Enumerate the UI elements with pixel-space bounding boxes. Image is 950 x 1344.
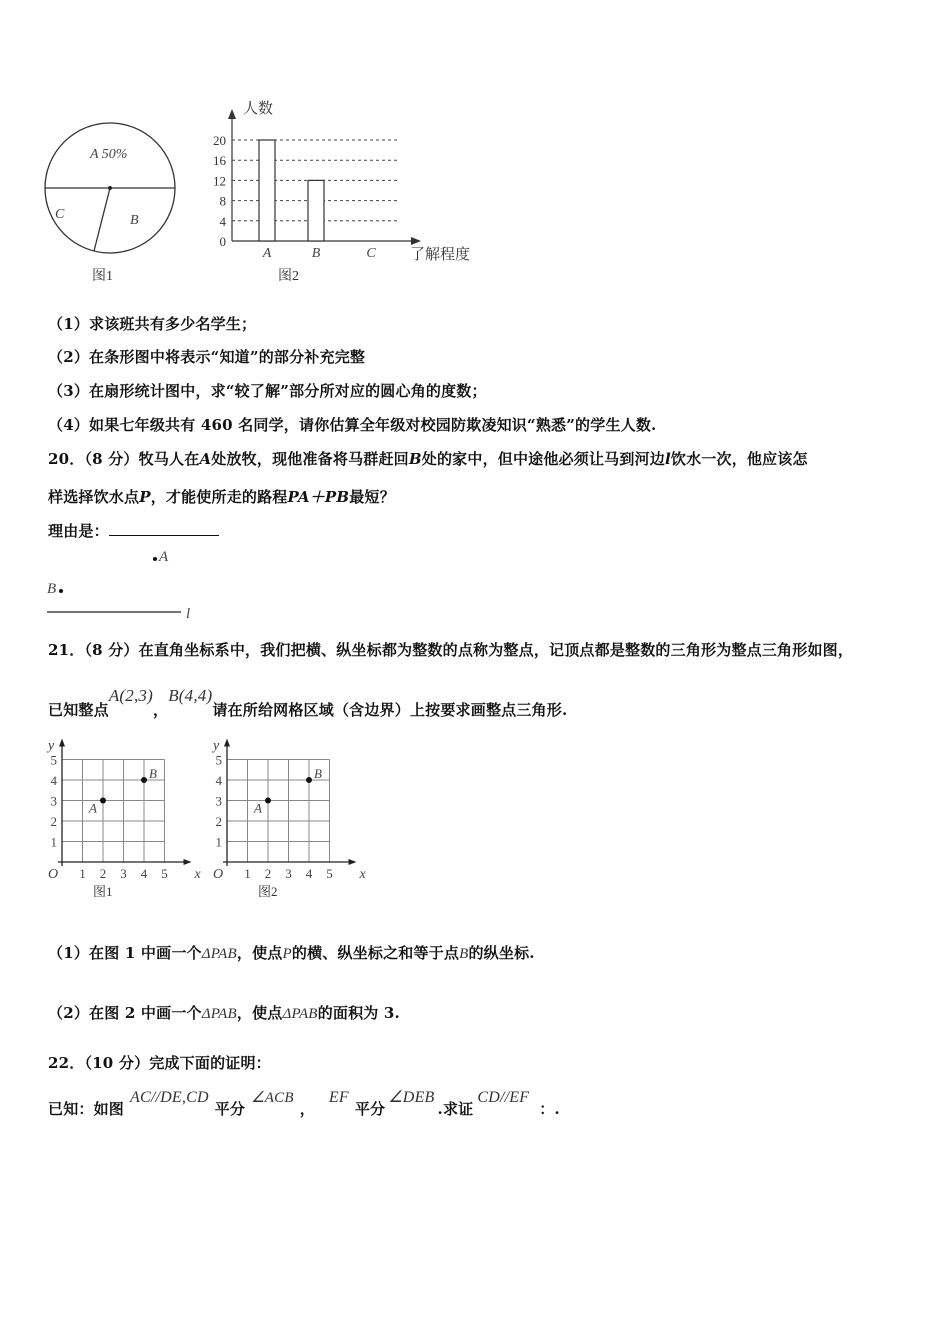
- q21-text: 请在所给网格区域（含边界）上按要求画整点三角形.: [212, 701, 568, 719]
- reason-label: 理由是：: [48, 522, 109, 540]
- point-a-label: A: [89, 800, 97, 816]
- x-tick-label: 2: [99, 866, 107, 881]
- q20-line-1: [48, 448, 808, 469]
- y-tick-label: 2: [215, 814, 222, 829]
- axis-label-x: x: [359, 867, 366, 882]
- y-axis-arrow: [59, 739, 65, 747]
- q19-part-2: （2）在条形图中将表示“知道”的部分补充完整: [48, 348, 366, 366]
- q22-text: 平分: [354, 1100, 386, 1118]
- point-a: [265, 798, 271, 804]
- x-tick-label: C: [366, 246, 376, 261]
- point-b-dot: [59, 589, 63, 593]
- y-tick-label: 5: [215, 752, 222, 768]
- bar-b: [308, 180, 324, 241]
- x-axis-arrow: [411, 237, 421, 245]
- q20-text: 饮水一次，他应该怎: [670, 450, 808, 468]
- y-axis-title: 人数: [243, 101, 274, 117]
- y-tick-label: 0: [219, 234, 226, 249]
- q20-var-l: l: [664, 450, 671, 468]
- q21-line-1: 21．（8 分）在直角坐标系中，我们把横、纵坐标都为整数的点称为整点，记顶点都是整数的三角形为整点三角形如图，: [48, 641, 854, 659]
- q22-text: 已知：如图: [48, 1100, 125, 1118]
- q21-text: （1）在图 1 中画一个: [48, 944, 202, 962]
- coordinate-grid-2: [205, 738, 366, 903]
- point-b-label: B: [314, 766, 322, 781]
- q21-point-b: B(4,4): [168, 686, 213, 705]
- axis-label-y: y: [48, 738, 55, 754]
- q21-line-2: [48, 686, 568, 720]
- q22-title: 22．（10 分）完成下面的证明：: [48, 1054, 271, 1072]
- q22-text: ：.: [539, 1100, 560, 1118]
- y-tick-label: 5: [50, 752, 57, 768]
- x-tick-label: 1: [244, 866, 251, 881]
- q20-line-2: [48, 486, 395, 507]
- y-tick-label: 1: [50, 834, 57, 850]
- q22-expr-2: ∠ACB: [251, 1090, 294, 1106]
- q21-point-a: A(2,3): [108, 686, 153, 705]
- bar-y-ticks: [213, 133, 227, 249]
- q21-var-b: B: [459, 946, 469, 962]
- bar-a: [259, 140, 275, 241]
- pie-center-dot: [108, 186, 112, 190]
- point-a-label: A: [254, 800, 262, 816]
- y-tick-label: 4: [215, 773, 222, 788]
- y-tick-label: 4: [50, 773, 57, 788]
- x-tick-label: 5: [161, 866, 168, 881]
- q21-text: 已知整点: [48, 701, 109, 719]
- q20-var-p: P: [139, 488, 151, 506]
- q20-text: 样选择饮水点: [48, 488, 140, 506]
- q22-expr-1: AC//DE,CD: [130, 1089, 209, 1106]
- q21-text: 的纵坐标.: [468, 944, 535, 962]
- q22-expr-4: ∠DEB: [388, 1089, 435, 1106]
- river-label: l: [186, 606, 191, 622]
- reason-blank[interactable]: [109, 521, 219, 536]
- q21-text: ，使点: [236, 944, 283, 962]
- y-tick-label: 3: [50, 793, 57, 809]
- pie-caption: 图1: [92, 269, 113, 284]
- pie-label-b: B: [130, 213, 139, 228]
- point-a: [100, 798, 106, 804]
- bar-chart-figure: [205, 93, 485, 288]
- point-b-label: B: [47, 581, 57, 597]
- y-tick-label: 12: [213, 173, 226, 189]
- point-b: [141, 777, 147, 783]
- q20-text: 处放牧，现他准备将马群赶回: [211, 450, 409, 468]
- q22-given: [48, 1086, 560, 1116]
- q20-text: 20．（8 分）牧马人在: [48, 450, 200, 468]
- x-tick-label: A: [262, 246, 272, 261]
- x-axis-title: 了解程度: [410, 247, 471, 263]
- grid-caption: 图1: [93, 884, 113, 899]
- coordinate-grid-1: [40, 738, 201, 903]
- x-tick-label: 2: [264, 866, 272, 881]
- y-tick-label: 3: [215, 793, 222, 809]
- q20-text: 最短？: [349, 488, 395, 506]
- q21-sep: ，: [152, 701, 169, 719]
- q20-reason: [48, 520, 219, 541]
- point-b: [306, 777, 312, 783]
- origin-label: O: [213, 867, 224, 882]
- x-tick-label: 4: [305, 866, 313, 881]
- y-tick-label: 20: [213, 133, 226, 148]
- q21-var-p: P: [282, 946, 292, 962]
- x-tick-label: 5: [326, 866, 333, 881]
- q22-text: 平分: [214, 1100, 246, 1118]
- x-axis-arrow: [349, 859, 357, 865]
- q22-expr-3: EF: [328, 1089, 349, 1106]
- q19-part-4: （4）如果七年级共有 460 名同学，请你估算全年级对校园防欺凌知识“熟悉”的学生人数.: [48, 416, 657, 434]
- pie-chart-figure: [40, 118, 185, 288]
- q22-text: .求证: [437, 1100, 474, 1118]
- q19-part-1: （1）求该班共有多少名学生；: [48, 315, 257, 333]
- q21-text: ，使点: [236, 1004, 283, 1022]
- river-figure: [40, 545, 210, 625]
- axis-label-x: x: [194, 867, 201, 882]
- q21-part-1: [48, 942, 535, 963]
- q20-var-a: A: [199, 450, 212, 468]
- x-tick-label: 4: [140, 866, 148, 881]
- point-b-label: B: [149, 766, 157, 781]
- q21-part-2: [48, 1002, 400, 1023]
- y-tick-label: 8: [219, 193, 226, 209]
- x-tick-label: 3: [120, 866, 127, 881]
- point-a-label: A: [159, 549, 169, 565]
- grid-caption: 图2: [258, 884, 278, 899]
- q22-expr-5: CD//EF: [477, 1089, 530, 1106]
- point-a-dot: [153, 557, 157, 561]
- pie-label-c: C: [55, 207, 65, 222]
- q20-text: ，才能使所走的路程: [150, 488, 288, 506]
- q20-text: 处的家中，但中途他必须让马到河边: [421, 450, 665, 468]
- q20-expr: PA＋PB: [287, 488, 350, 506]
- q21-text: 的面积为 3.: [317, 1004, 400, 1022]
- x-tick-label: 1: [79, 866, 86, 881]
- y-axis-arrow: [224, 739, 230, 747]
- y-tick-label: 1: [215, 834, 222, 850]
- bar-caption: 图2: [278, 269, 299, 284]
- x-tick-label: 3: [285, 866, 292, 881]
- pie-divider-bc: [94, 188, 110, 251]
- origin-label: O: [48, 867, 59, 882]
- y-tick-label: 4: [219, 213, 226, 229]
- y-tick-label: 16: [213, 153, 226, 169]
- q21-triangle: ΔPAB: [282, 1006, 318, 1022]
- bar-bars: [259, 140, 324, 241]
- axis-label-y: y: [213, 738, 220, 754]
- q20-var-b: B: [408, 450, 422, 468]
- q19-part-3: （3）在扇形统计图中，求“较了解”部分所对应的圆心角的度数；: [48, 382, 487, 400]
- y-axis-arrow: [228, 109, 236, 119]
- y-tick-label: 2: [50, 814, 57, 829]
- q21-triangle: ΔPAB: [201, 946, 237, 962]
- q21-triangle: ΔPAB: [201, 1006, 237, 1022]
- pie-label-a: A 50%: [90, 147, 128, 162]
- x-axis-arrow: [184, 859, 192, 865]
- q22-text: ，: [299, 1100, 315, 1118]
- q21-text: 的横、纵坐标之和等于点: [291, 944, 460, 962]
- x-tick-label: B: [311, 246, 321, 261]
- q21-text: （2）在图 2 中画一个: [48, 1004, 202, 1022]
- bar-categories: [262, 246, 377, 261]
